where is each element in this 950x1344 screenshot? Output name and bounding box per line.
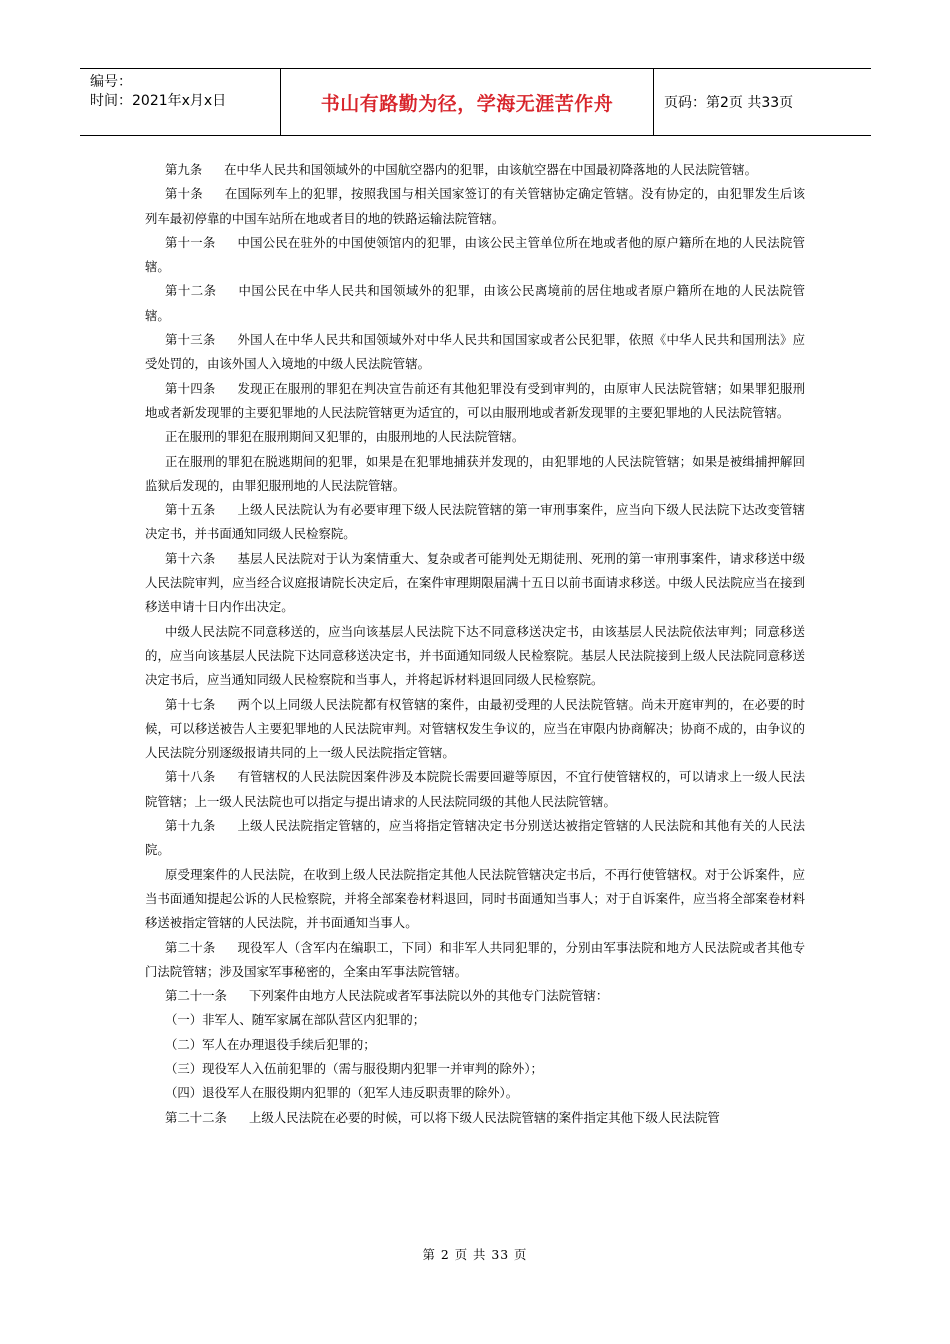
paragraph [145, 693, 805, 766]
article-number: 第十五条 [165, 502, 216, 518]
article-number: 第十七条 [165, 696, 216, 712]
paragraph [145, 620, 805, 693]
paragraph [145, 158, 805, 182]
article-number: 第十四条 [165, 380, 216, 396]
paragraph [145, 279, 805, 328]
document-time-label: 时间：2021年x月x日 [90, 93, 227, 109]
paragraph-text: 在中华人民共和国领域外的中国航空器内的犯罪，由该航空器在中国最初降落地的人民法院管辖。 [224, 162, 757, 177]
paragraph-text: 现役军人（含军内在编职工，下同）和非军人共同犯罪的，分别由军事法院和地方人民法院或者其他专门法院管辖；涉及国家军事秘密的，全案由军事法院管辖。 [145, 939, 806, 979]
article-number: 第二十二条 [165, 1109, 227, 1125]
document-number-label: 编号： [90, 74, 132, 90]
paragraph [145, 863, 805, 936]
paragraph-text: （四）退役军人在服役期内犯罪的（犯军人违反职责罪的除外）。 [165, 1085, 519, 1101]
header-page-info: 页码：第2页 共33页 [664, 95, 794, 111]
document-body [145, 158, 805, 1130]
paragraph [145, 1033, 805, 1057]
paragraph [145, 498, 805, 547]
page-header [80, 68, 871, 136]
paragraph [145, 547, 805, 620]
paragraph [145, 231, 805, 280]
paragraph-text: 上级人民法院指定管辖的，应当将指定管辖决定书分别送达被指定管辖的人民法院和其他有关的人民法院。 [145, 818, 806, 858]
paragraph [145, 936, 805, 985]
paragraph-text: 两个以上同级人民法院都有权管辖的案件，由最初受理的人民法院管辖。尚未开庭审判的，在必要的时候，可以移送被告人主要犯罪地的人民法院审判。对管辖权发生争议的，应当在审限内协商解决；协商不成的，由争议的人民法院分别逐级报请共同的上一级人民法院指定管辖。 [145, 696, 806, 761]
article-number: 第十八条 [165, 769, 216, 785]
paragraph-text: 中国公民在驻外的中国使领馆内的犯罪，由该公民主管单位所在地或者他的原户籍所在地的人民法院管辖。 [145, 234, 806, 275]
paragraph [145, 425, 805, 449]
paragraph-text: 上级人民法院在必要的时候，可以将下级人民法院管辖的案件指定其他下级人民法院管 [248, 1109, 720, 1125]
paragraph [145, 182, 805, 231]
article-number: 第十六条 [165, 550, 216, 566]
header-motto: 书山有路勤为径，学海无涯苦作舟 [320, 92, 614, 115]
article-number: 第十二条 [165, 283, 217, 299]
paragraph-text: 基层人民法院对于认为案情重大、复杂或者可能判处无期徒刑、死刑的第一审刑事案件，请求移送中级人民法院审判，应当经合议庭报请院长决定后，在案件审理期限届满十五日以前书面请求移送。中级人民法院应当在接到移送申请十日内作出决定。 [145, 550, 806, 615]
paragraph-text: （二）军人在办理退役手续后犯罪的； [165, 1036, 376, 1052]
header-motto-cell [281, 69, 654, 135]
header-page-cell [654, 69, 871, 135]
paragraph [145, 984, 805, 1008]
article-number: 第十一条 [165, 234, 216, 250]
paragraph-text: 原受理案件的人民法院，在收到上级人民法院指定其他人民法院管辖决定书后，不再行使管辖权。对于公诉案件，应当书面通知提起公诉的人民检察院，并将全部案卷材料退回，同时书面通知当事人；对于自诉案件，应当将全部案卷材料移送被指定管辖的人民法院，并书面通知当事人。 [145, 866, 805, 931]
paragraph [145, 1008, 805, 1032]
article-number: 第九条 [165, 162, 203, 177]
paragraph [145, 450, 805, 499]
article-number: 第十九条 [165, 818, 216, 834]
paragraph [145, 1057, 805, 1081]
paragraph-text: 发现正在服刑的罪犯在判决宣告前还有其他犯罪没有受到审判的，由原审人民法院管辖；如果罪犯服刑地或者新发现罪的主要犯罪地的人民法院管辖更为适宜的，可以由服刑地或者新发现罪的主要犯罪地的人民法院管辖。 [145, 380, 806, 420]
paragraph-text: 在国际列车上的犯罪，按照我国与相关国家签订的有关管辖协定确定管辖。没有协定的，由犯罪发生后该列车最初停靠的中国车站所在地或者目的地的铁路运输法院管辖。 [145, 186, 806, 226]
paragraph-text: 下列案件由地方人民法院或者军事法院以外的其他专门法院管辖： [248, 988, 609, 1004]
article-number: 第十三条 [165, 332, 216, 348]
article-number: 第二十一条 [165, 988, 227, 1004]
paragraph-text: 上级人民法院认为有必要审理下级人民法院管辖的第一审刑事案件，应当向下级人民法院下达改变管辖决定书，并书面通知同级人民检察院。 [145, 502, 806, 542]
paragraph-text: 正在服刑的罪犯在服刑期间又犯罪的，由服刑地的人民法院管辖。 [165, 429, 525, 445]
paragraph [145, 814, 805, 863]
paragraph [145, 1081, 805, 1105]
paragraph-text: 正在服刑的罪犯在脱逃期间的犯罪，如果是在犯罪地捕获并发现的，由犯罪地的人民法院管辖；如果是被缉捕押解回监狱后发现的，由罪犯服刑地的人民法院管辖。 [145, 453, 805, 493]
paragraph-text: 外国人在中华人民共和国领域外对中华人民共和国国家或者公民犯罪，依照《中华人民共和国刑法》应受处罚的，由该外国人入境地的中级人民法院管辖。 [145, 332, 806, 372]
footer-page-number: 第 2 页 共 33 页 [422, 1247, 528, 1262]
article-number: 第十条 [165, 186, 203, 202]
paragraph-text: （三）现役军人入伍前犯罪的（需与服役期内犯罪一并审判的除外）； [165, 1060, 543, 1076]
paragraph-text: 有管辖权的人民法院因案件涉及本院院长需要回避等原因，不宜行使管辖权的，可以请求上一级人民法院管辖；上一级人民法院也可以指定与提出请求的人民法院同级的其他人民法院管辖。 [145, 769, 806, 809]
paragraph [145, 377, 805, 426]
paragraph [145, 1106, 805, 1130]
article-number: 第二十条 [165, 939, 216, 955]
paragraph-text: （一）非军人、随军家属在部队营区内犯罪的； [165, 1012, 426, 1028]
paragraph-text: 中国公民在中华人民共和国领域外的犯罪，由该公民离境前的居住地或者原户籍所在地的人民法院管辖。 [145, 283, 806, 323]
page-footer [0, 1245, 950, 1263]
paragraph [145, 765, 805, 814]
paragraph [145, 328, 805, 377]
paragraph-text: 中级人民法院不同意移送的，应当向该基层人民法院下达不同意移送决定书，由该基层人民法院依法审判；同意移送的，应当向该基层人民法院下达同意移送决定书，并书面通知同级人民检察院。基层人民法院接到上级人民法院同意移送决定书后，应当通知同级人民检察院和当事人，并将起诉材料退回同级人民检察院。 [145, 623, 805, 688]
header-meta-cell [80, 69, 281, 135]
